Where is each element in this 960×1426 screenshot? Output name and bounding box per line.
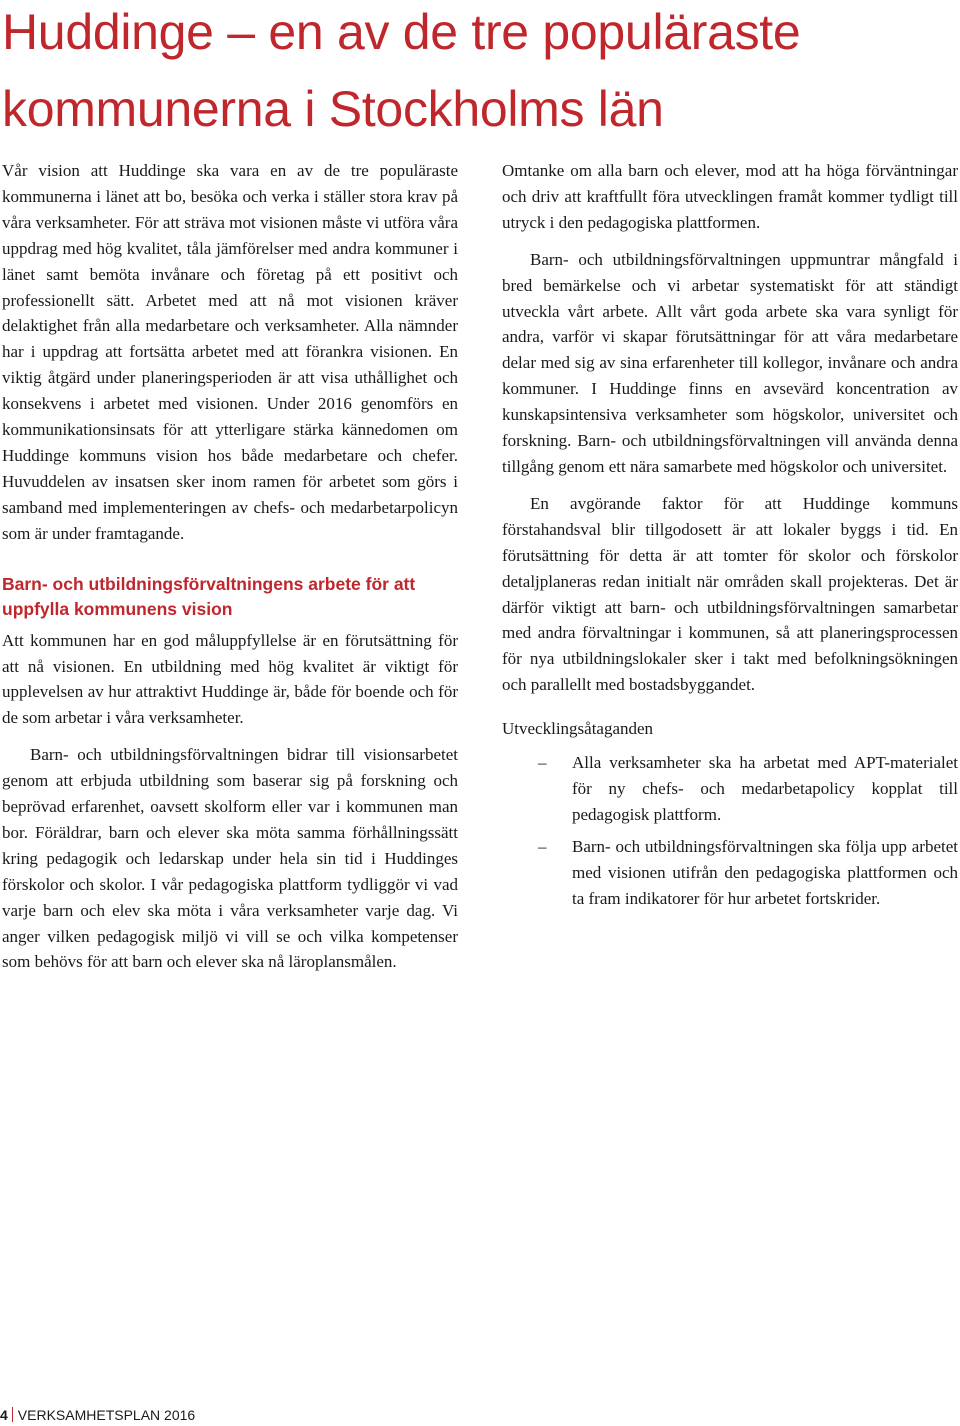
- list-item: [502, 834, 958, 912]
- section-subheading: Barn- och utbildningsförvaltningens arbete för att uppfylla kommunens vision: [2, 573, 416, 619]
- paragraph-goal-fulfillment: Att kommunen har en god måluppfyllelse är en förutsättning för att nå visionen. En utbildning med hög kvalitet är viktigt för upplevelsen av hur attraktivt Huddinge är, både för boende och för de som arbetar i våra verksamheter.: [2, 630, 458, 728]
- paragraph-vision-work: Barn- och utbildningsförvaltningen bidrar till visionsarbetet genom att erbjuda utbildning som baserar sig på forskning och beprövad erfarenhet, oavsett skolform eller var i kommunen man bor. Föräldrar, barn och elever ska möta samma förhållningssätt kring pedagogik och ledarskap under hela sin tid i Huddinges förskolor och skolor. I vår pedagogiska plattform tydliggör vi vad varje barn och elev ska möta i våra verksamheter varje dag. Vi anger vilken pedagogisk miljö vi vill se och vilka kompetenser som behövs för att barn och elever ska nå läroplansmålen.: [2, 745, 458, 972]
- footer-separator: [12, 1407, 13, 1422]
- paragraph-diversity: Barn- och utbildningsförvaltningen uppmuntrar mångfald i bred bemärkelse och vi arbetar systematiskt för att ständigt utveckla vårt arbete. Allt vårt goda arbete ska vara synligt för andra, varför vi skapar förutsättningar för att våra medarbetare delar med sig av sina erfarenheter till kollegor, invånare och andra kommuner. I Huddinge finns en avsevärd koncentration av kunskapsintensiva verksamheter som högskolor, universitet och forskning. Barn- och utbildningsförvaltningen vill använda denna tillgång genom ett nära samarbete med högskolor och universitet.: [502, 249, 958, 476]
- commitment-text: Alla verksamheter ska ha arbetat med APT-materialet för ny chefs- och medarbetapolicy kopplat till pedagogisk plattform.: [572, 753, 958, 824]
- page-number: 4: [0, 1407, 8, 1423]
- commitments-list: [502, 750, 958, 911]
- dash-bullet: –: [538, 753, 547, 773]
- page-footer: [0, 1405, 195, 1425]
- commitment-text: Barn- och utbildningsförvaltningen ska följa upp arbetet med visionen utifrån den pedagogiska plattformen och ta fram indikatorer för hur arbetet fortskrider.: [572, 836, 958, 908]
- document-title: VERKSAMHETSPLAN 2016: [17, 1407, 196, 1423]
- paragraph-vision-intro: Vår vision att Huddinge ska vara en av de tre populäraste kommunerna i länet att bo, besöka och verka i ställer stora krav på våra verksamheter. För att sträva mot visionen måste vi utföra våra uppdrag med hög kvalitet, tåla jämförelser med andra kommuner i länet samt bemöta invånare och företag på ett positivt och professionellt sätt. Arbetet med att nå mot visionen kräver delaktighet från alla medarbetare och verksamheter. Alla nämnder har i uppdrag att fortsätta arbetet med att förankra visionen. En viktig åtgärd under planeringsperioden är att visa uthållighet och konsekvens i arbetet med visionen. Under 2016 genomförs en kommunikationsinsats för att ytterligare stärka kännedomen om Huddinge kommuns vision hos både medarbetare och chefer. Huvuddelen av insatsen sker inom ramen för arbetet som görs i samband med implementeringen av chefs- och medarbetarpolicyn som är under framtagande.: [2, 161, 458, 543]
- left-column: [2, 158, 458, 975]
- page-title: Huddinge – en av de tre populäraste kommunerna i Stockholms län: [2, 4, 801, 137]
- dash-bullet: –: [538, 836, 547, 856]
- right-column: [502, 158, 958, 917]
- paragraph-care-platform: Omtanke om alla barn och elever, mod att ha höga förväntningar och driv att kraftfullt föra utvecklingen framåt kommer tydligt till utryck i den pedagogiska plattformen.: [502, 161, 958, 232]
- commitments-heading: Utvecklingsåtaganden: [502, 719, 654, 739]
- paragraph-facilities: En avgörande faktor för att Huddinge kommuns förstahandsval blir tillgodosett är att lokaler byggs i tid. En förutsättning för detta är att tomter för skolor och förskolor detaljplaneras redan initialt när områden skall projekteras. Det är därför viktigt att barn- och utbildningsförvaltningen samarbetar med andra förvaltningar i kommunen, så att planeringsprocessen för nya utbildningslokaler sker i takt med befolkningsökningen och parallellt med bostadsbyggandet.: [502, 493, 958, 695]
- list-item: [502, 750, 958, 828]
